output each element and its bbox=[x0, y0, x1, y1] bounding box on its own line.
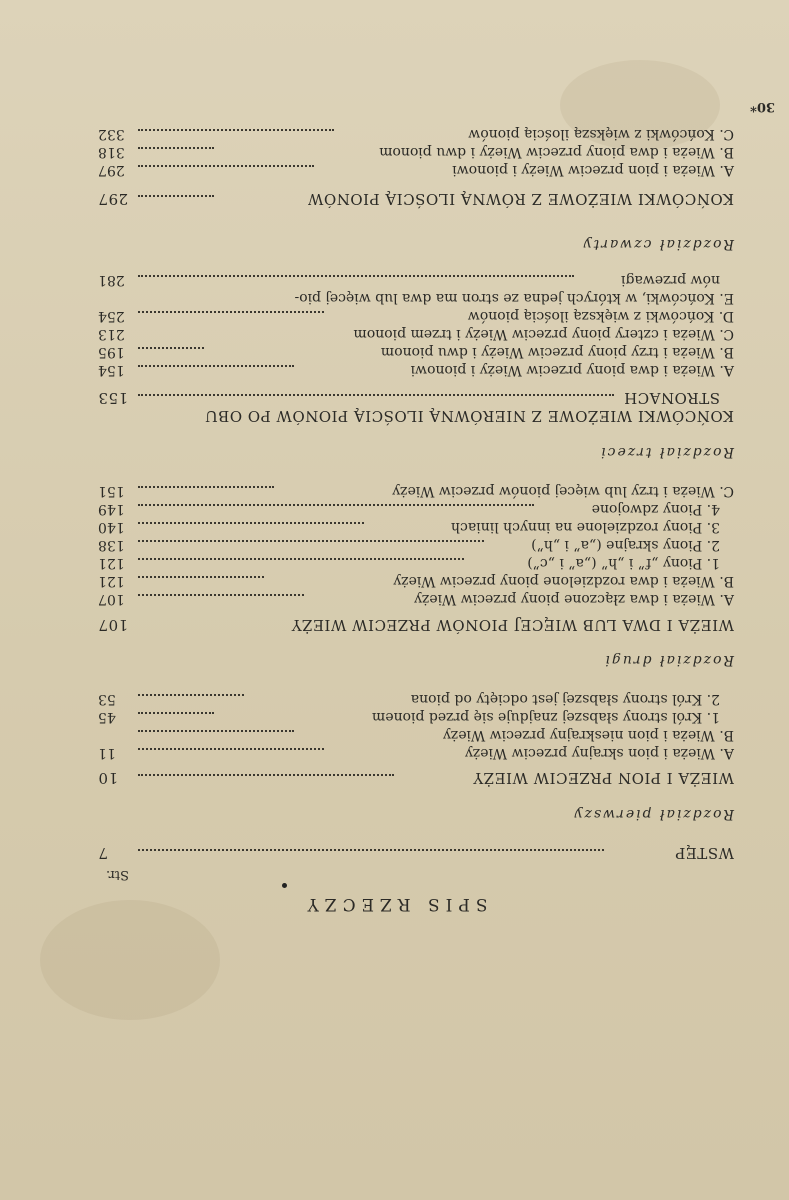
toc-item: nów przewagi 281 bbox=[98, 272, 720, 288]
toc-item: 2. Król strony słabszej jest odcięty od piona 53 bbox=[98, 691, 720, 707]
toc-item: B. Wieża i dwa rozdzielone piony przeciw Wieży 121 bbox=[98, 573, 734, 589]
toc-item: 4. Piony zdwojone 149 bbox=[98, 501, 720, 517]
toc-heading: WIEŻA I DWA LUB WIĘCEJ PIONÓW PRZECIW WIEŻY 107 bbox=[98, 616, 734, 634]
toc-item: C. Wieża i trzy lub więcej pionów przeciw Wieży 151 bbox=[98, 483, 734, 499]
toc-heading: STRONACH 153 bbox=[98, 389, 720, 407]
ink-dot bbox=[282, 883, 287, 888]
toc-item: 2. Piony skrajne („a” i „h”) 138 bbox=[98, 537, 720, 553]
page-column-label: Str. bbox=[105, 867, 129, 882]
toc-item: B. Wieża i pion nieskrajny przeciw Wieży bbox=[98, 725, 734, 743]
toc-item: E. Końcówki, w których jedna ze stron ma dwa lub więcej pio- bbox=[294, 290, 734, 306]
toc-item: C. Końcówki z większą ilością pionów 332 bbox=[98, 126, 734, 142]
section-label: Rozdział trzeci bbox=[599, 444, 734, 460]
page-number: 30* bbox=[750, 99, 775, 114]
section-label: Rozdział czwarty bbox=[581, 236, 734, 252]
page-title: SPIS RZECZY bbox=[301, 894, 488, 914]
toc-heading: KOŃCÓWKI WIEŻOWE Z NIERÓWNĄ ILOŚCIĄ PIONÓW PO OBU bbox=[204, 407, 734, 425]
toc-item: B. Wieża i dwa piony przeciw Wieży i dwu pionom 318 bbox=[98, 144, 734, 160]
section-label: Rozdział pierwszy bbox=[572, 806, 734, 822]
toc-heading: WIEŻA I PION PRZECIW WIEŻY 10 bbox=[98, 769, 734, 787]
toc-item: A. Wieża i dwa złączone piony przeciw Wieży 107 bbox=[98, 591, 734, 607]
toc-heading: WSTĘP 7 bbox=[98, 844, 734, 862]
toc-item: A. Wieża i dwa piony przeciw Wieży i pionowi 154 bbox=[98, 362, 734, 378]
toc-heading: KOŃCÓWKI WIEŻOWE Z RÓWNĄ ILOŚCIĄ PIONÓW 297 bbox=[98, 190, 734, 208]
toc-item: C. Wieża i cztery piony przeciw Wieży i trzem pionom 213 bbox=[98, 326, 734, 342]
toc-item: A. Wieża i pion przeciw Wieży i pionowi 297 bbox=[98, 162, 734, 178]
toc-item: 3. Piony rozdzielone na innych liniach 140 bbox=[98, 519, 720, 535]
toc-item: 1. Król strony słabszej znajduje się przed pionem 45 bbox=[98, 709, 720, 725]
toc-item: A. Wieża i pion skrajny przeciw Wieży 11 bbox=[98, 745, 734, 761]
toc-item: D. Końcówki z większą ilością pionów 254 bbox=[98, 308, 734, 324]
section-label: Rozdział drugi bbox=[603, 652, 734, 668]
toc-item: B. Wieża i trzy piony przeciw Wieży i dwu pionom 195 bbox=[98, 344, 734, 360]
toc-item: 1. Piony „f” i „h” („a” i „c”) 121 bbox=[98, 555, 720, 571]
